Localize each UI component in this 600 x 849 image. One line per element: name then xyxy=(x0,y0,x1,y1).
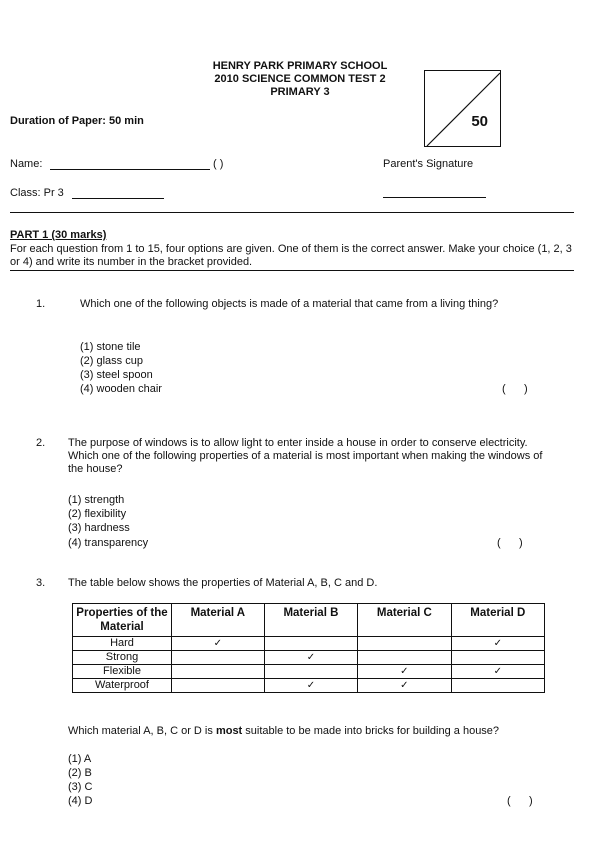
test-title: 2010 SCIENCE COMMON TEST 2 xyxy=(214,73,386,85)
q2-option-1: (1) strength xyxy=(68,494,125,506)
check-mark: ✓ xyxy=(358,679,451,693)
check-mark: ✓ xyxy=(264,679,357,693)
q1-option-4: (4) wooden chair xyxy=(80,383,162,395)
q1-text: Which one of the following objects is made of a material that came from a living thing? xyxy=(80,298,499,310)
property-label: Strong xyxy=(73,651,172,665)
q1-number: 1. xyxy=(36,298,46,310)
signature-label: Parent's Signature xyxy=(383,158,474,170)
q3-option-3: (3) C xyxy=(68,781,93,793)
check-mark xyxy=(264,637,357,651)
class-label: Class: Pr 3 xyxy=(10,187,64,199)
check-mark xyxy=(451,651,544,665)
q1-option-2: (2) glass cup xyxy=(80,355,143,367)
part1-title: PART 1 (30 marks) xyxy=(10,229,107,241)
q1-option-3: (3) steel spoon xyxy=(80,369,153,381)
check-mark: ✓ xyxy=(264,651,357,665)
property-label: Waterproof xyxy=(73,679,172,693)
q2-option-2: (2) flexibility xyxy=(68,508,127,520)
check-mark: ✓ xyxy=(451,637,544,651)
class-line[interactable] xyxy=(72,198,164,199)
q2-number: 2. xyxy=(36,437,46,449)
check-mark xyxy=(172,651,265,665)
duration: Duration of Paper: 50 min xyxy=(10,115,144,127)
q3-option-1: (1) A xyxy=(68,753,92,765)
table-header: Material D xyxy=(451,604,544,637)
q3-option-2: (2) B xyxy=(68,767,92,779)
signature-line[interactable] xyxy=(383,197,486,198)
school-name: HENRY PARK PRIMARY SCHOOL xyxy=(212,60,388,72)
check-mark xyxy=(358,637,451,651)
q2-option-4: (4) transparency xyxy=(68,537,149,549)
q2-text: The purpose of windows is to allow light to enter inside a house in order to conserve electricity. Which one of the following properties of a material is most important when making the windows of the house? xyxy=(68,437,543,475)
check-mark xyxy=(172,679,265,693)
name-label: Name: xyxy=(10,158,43,170)
check-mark xyxy=(172,665,265,679)
property-label: Hard xyxy=(73,637,172,651)
q3-question-post: suitable to be made into bricks for building a house? xyxy=(242,725,500,737)
table-row xyxy=(73,637,545,651)
q1-answer-bracket[interactable]: ( ) xyxy=(502,383,528,395)
name-line[interactable] xyxy=(50,169,210,170)
part1-instructions: For each question from 1 to 15, four options are given. One of them is the correct answer. Make your choice (1, 2, 3 or 4) and write its number in the bracket provided. xyxy=(10,243,572,268)
q3-option-4: (4) D xyxy=(68,795,93,807)
check-mark: ✓ xyxy=(358,665,451,679)
check-mark: ✓ xyxy=(172,637,265,651)
table-header: Material C xyxy=(358,604,451,637)
name-bracket: ( ) xyxy=(213,158,224,170)
check-mark xyxy=(451,679,544,693)
score-diagonal-line xyxy=(425,71,502,148)
q3-question-pre: Which material A, B, C or D is xyxy=(68,725,216,737)
table-header-row xyxy=(73,604,545,637)
property-label: Flexible xyxy=(73,665,172,679)
table-row xyxy=(73,679,545,693)
q2-option-3: (3) hardness xyxy=(68,522,130,534)
total-marks: 50 xyxy=(471,113,488,130)
check-mark xyxy=(264,665,357,679)
q1-option-1: (1) stone tile xyxy=(80,341,141,353)
score-box xyxy=(424,70,501,147)
properties-table xyxy=(72,603,545,693)
q3-number: 3. xyxy=(36,577,46,589)
part1-divider xyxy=(10,270,574,271)
q3-question xyxy=(68,725,528,738)
q2-answer-bracket[interactable]: ( ) xyxy=(497,537,523,549)
level-title: PRIMARY 3 xyxy=(270,86,330,98)
header-divider xyxy=(10,212,574,213)
q3-answer-bracket[interactable]: ( ) xyxy=(507,795,533,807)
table-header: Material B xyxy=(264,604,357,637)
table-row xyxy=(73,665,545,679)
table-header: Properties of the Material xyxy=(73,604,172,637)
check-mark xyxy=(358,651,451,665)
table-row xyxy=(73,651,545,665)
check-mark: ✓ xyxy=(451,665,544,679)
table-header: Material A xyxy=(172,604,265,637)
q3-question-emphasis: most xyxy=(215,725,243,737)
q3-text: The table below shows the properties of Material A, B, C and D. xyxy=(68,577,378,589)
